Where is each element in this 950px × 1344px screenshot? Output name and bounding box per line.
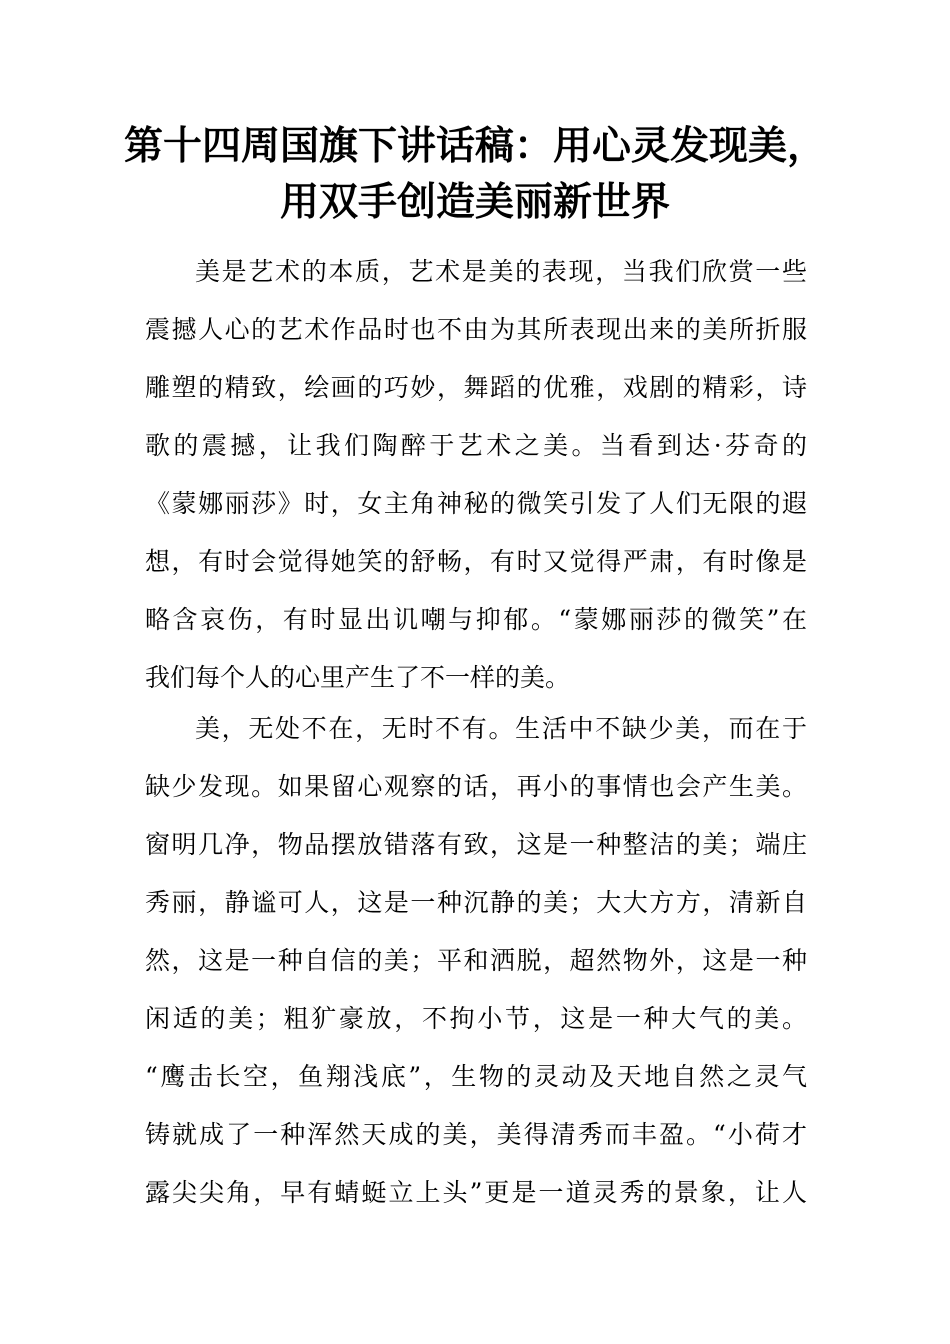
text-line: 震撼人心的艺术作品时也不由为其所表现出来的美所折服 — [145, 315, 807, 344]
text-line: 缺少发现。如果留心观察的话，再小的事情也会产生美。 — [145, 772, 807, 801]
text-line: 我们每个人的心里产生了不一样的美。 — [145, 663, 571, 692]
document-title-line-2: 用双手创造美丽新世界 — [279, 179, 670, 225]
text-line: 略含哀伤，有时显出讥嘲与抑郁。“蒙娜丽莎的微笑”在 — [145, 605, 807, 634]
text-line: 雕塑的精致，绘画的巧妙，舞蹈的优雅，戏剧的精彩，诗 — [145, 373, 807, 402]
text-line: 铸就成了一种浑然天成的美，美得清秀而丰盈。“小荷才 — [145, 1120, 807, 1149]
text-line: 秀丽，静谧可人，这是一种沉静的美；大大方方，清新自 — [145, 888, 807, 917]
text-line: 《蒙娜丽莎》时，女主角神秘的微笑引发了人们无限的遐 — [145, 489, 807, 518]
text-line: 歌的震撼，让我们陶醉于艺术之美。当看到达·芬奇的 — [145, 431, 807, 460]
text-line: 窗明几净，物品摆放错落有致，这是一种整洁的美；端庄 — [145, 830, 807, 859]
text-line: 美，无处不在，无时不有。生活中不缺少美，而在于 — [195, 714, 807, 743]
document-title-line-1: 第十四周国旗下讲话稿：用心灵发现美， — [123, 123, 826, 169]
text-line: 美是艺术的本质，艺术是美的表现，当我们欣赏一些 — [195, 257, 807, 286]
text-line: 然，这是一种自信的美；平和洒脱，超然物外，这是一种 — [145, 946, 807, 975]
text-line: 闲适的美；粗犷豪放，不拘小节，这是一种大气的美。 — [145, 1004, 807, 1033]
text-line: “鹰击长空，鱼翔浅底”，生物的灵动及天地自然之灵气 — [145, 1062, 807, 1091]
text-line: 想，有时会觉得她笑的舒畅，有时又觉得严肃，有时像是 — [145, 547, 807, 576]
text-line: 露尖尖角，早有蜻蜓立上头”更是一道灵秀的景象，让人 — [145, 1178, 807, 1207]
